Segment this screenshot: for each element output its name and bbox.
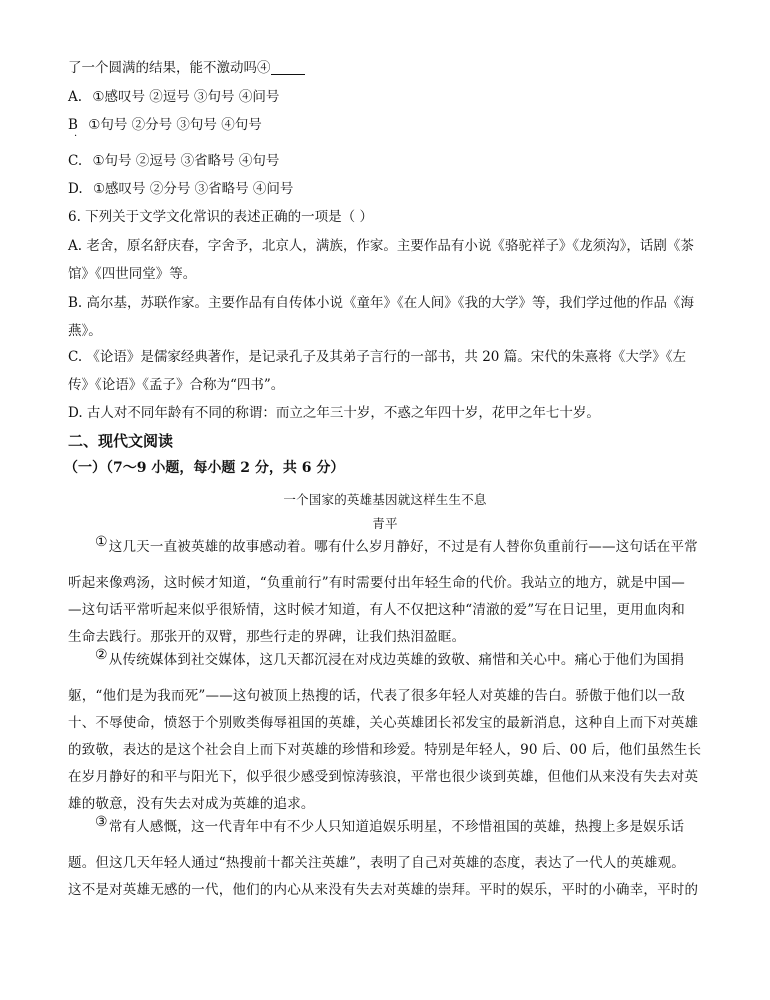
paragraph-1-line-2: 听起来像鸡汤，这时候才知道，“负重前行”有时需要付出年轻生命的代价。我站立的地方，就是中国—: [68, 575, 686, 591]
q6-option-c-line1: C. 《论语》是儒家经典著作，是记录孔子及其弟子言行的一部书，共 20 篇。宋代的朱熹将《大学》《左: [68, 349, 686, 365]
q5-option-d: [68, 180, 293, 198]
option-label: D.: [68, 181, 83, 197]
paragraph-text: 这几天一直被英雄的故事感动着。哪有什么岁月静好，不过是有人替你负重前行——这句话在平常: [108, 539, 698, 555]
paragraph-3-line-2: 题。但这几天年轻人通过“热搜前十都关注英雄”，表明了自己对英雄的态度，表达了一代人的英雄观。: [68, 855, 686, 871]
article-author: 青平: [372, 516, 398, 531]
option-text: ①句号 ②分号 ③句号 ④句号: [88, 117, 262, 133]
q5-option-b: [68, 116, 262, 134]
q5-option-c: [68, 152, 279, 170]
q6-option-d: D. 古人对不同年龄有不同的称谓：而立之年三十岁，不惑之年四十岁，花甲之年七十岁。: [68, 405, 600, 421]
option-text: ①感叹号 ②分号 ③省略号 ④问号: [92, 181, 294, 197]
article-title: 一个国家的英雄基因就这样生生不息: [283, 492, 487, 507]
option-label: B: [68, 117, 78, 133]
q6-option-b-line2: 燕》。: [68, 323, 102, 339]
section-title: 二、现代文阅读: [68, 432, 174, 450]
paragraph-text: 从传统媒体到社交媒体，这几天都沉浸在对戍边英雄的致敬、痛惜和关心中。痛心于他们为国捐: [108, 652, 685, 668]
paragraph-2-line-4: 的致敬，表达的是这个社会自上而下对英雄的珍惜和珍爱。特别是年轻人，90 后、00 后，他们虽然生长: [68, 742, 702, 758]
q5-option-a: [68, 88, 279, 106]
paragraph-number: ①: [95, 534, 108, 550]
question-6-stem: 6. 下列关于文学文化常识的表述正确的一项是（ ）: [68, 209, 373, 225]
paragraph-3-line-1: [95, 814, 685, 836]
option-text: ①感叹号 ②逗号 ③句号 ④问号: [92, 89, 280, 105]
q6-option-a-line2: 馆》《四世同堂》等。: [68, 266, 197, 282]
option-label: C.: [68, 153, 83, 169]
option-text: ①句号 ②逗号 ③省略号 ④句号: [92, 153, 280, 169]
question-5-tail-text: 了一个圆满的结果，能不激动吗④: [68, 60, 271, 76]
paragraph-1-line-1: [95, 534, 698, 556]
paragraph-1-line-4: 生命去践行。那张开的双臂，那些行走的界碑，让我们热泪盈眶。: [68, 629, 466, 645]
paragraph-2-line-3: 十、不辱使命，愤怒于个别败类侮辱祖国的英雄，关心英雄团长祁发宝的最新消息，这种自上而下对英雄: [68, 715, 699, 731]
paragraph-2-line-2: 躯，“他们是为我而死”——这句被顶上热搜的话，代表了很多年轻人对英雄的告白。骄傲于他们以一敌: [68, 688, 686, 704]
answer-blank: [271, 60, 305, 75]
option-label: A.: [68, 89, 83, 105]
subsection-title: （一）（7～9 小题，每小题 2 分，共 6 分）: [64, 460, 345, 476]
paragraph-number: ③: [95, 814, 108, 830]
dot-mark: ·: [74, 131, 78, 142]
paragraph-3-line-3: 这不是对英雄无感的一代，他们的内心从来没有失去对英雄的崇拜。平时的娱乐，平时的小确幸，平时的: [68, 882, 699, 898]
paragraph-1-line-3: —这句话平常听起来似乎很矫情，这时候才知道，有人不仅把这种“清澈的爱”写在日记里，更用血肉和: [68, 602, 686, 618]
paragraph-number: ②: [95, 647, 108, 663]
q6-option-b-line1: B. 高尔基，苏联作家。主要作品有自传体小说《童年》《在人间》《我的大学》等，我们学过他的作品《海: [68, 295, 695, 311]
question-5-tail: [68, 59, 305, 77]
paragraph-2-line-6: 雄的敬意，没有失去对成为英雄的追求。: [68, 796, 315, 812]
paragraph-text: 常有人感慨，这一代青年中有不少人只知道追娱乐明星，不珍惜祖国的英雄，热搜上多是娱乐话: [108, 819, 685, 835]
paragraph-2-line-1: [95, 647, 685, 669]
q6-option-a-line1: A. 老舍，原名舒庆春，字舍予，北京人，满族，作家。主要作品有小说《骆驼祥子》《龙须沟》，话剧《茶: [68, 238, 694, 254]
q6-option-c-line2: 传》《论语》《孟子》合称为“四书”。: [68, 377, 285, 393]
paragraph-2-line-5: 在岁月静好的和平与阳光下，似乎很少感受到惊涛骇浪，平常也很少谈到英雄，但他们从来没有失去对英: [68, 769, 699, 785]
